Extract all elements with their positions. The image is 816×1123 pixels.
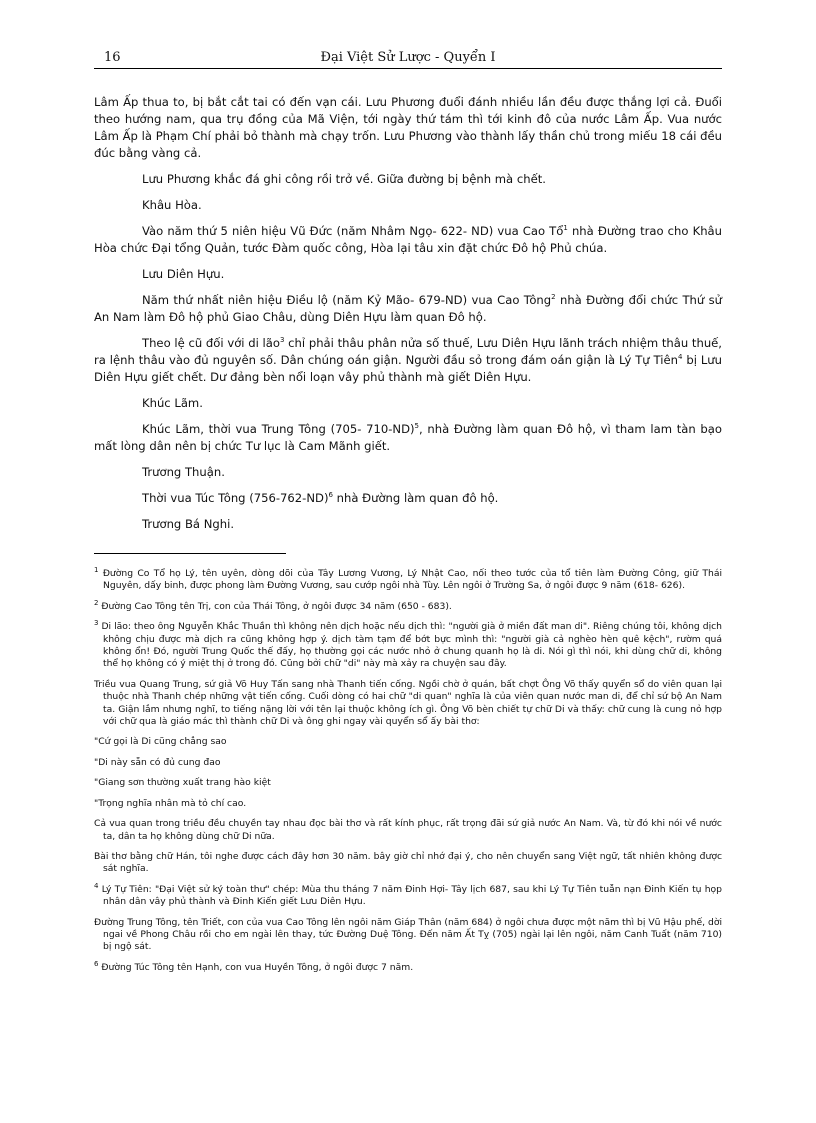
footnote-ref[interactable]: 4 — [677, 353, 683, 362]
footnote-continuation: Cả vua quan trong triều đều chuyền tay nhau đọc bài thơ và rất kính phục, rất trọng đãi sứ giả nước An Nam. Và, từ đó khi nói về nước ta, dân ta họ không dùng chữ Di nữa. — [94, 818, 722, 842]
poem-line: "Cứ gọi là Di cũng chẳng sao — [94, 736, 227, 748]
footnote-continuation: Triều vua Quang Trung, sứ giả Võ Huy Tấn sang nhà Thanh tiến cống. Ngồi chờ ở quán, bất chợt Ông Võ thấy quyển sổ do viên quan lại thuộc nhà Thanh chép những vật tiến cống. Cuối dòng có hai chữ "di quan" nghĩa là của viên quan nước man di, để chỉ sứ bộ An Nam ta. Giận lắm nhưng nghĩ, to tiếng nặng lời với tên lại thuộc không ích gì. Ông Võ bèn chiết tự chữ Di và thấy: chữ cung là cung nỏ hợp với chữ qua là giáo mác thì thành chữ Di và ông ghi ngay vài quyển sổ ấy bài thơ: — [94, 678, 722, 728]
paragraph — [94, 421, 722, 455]
footnote — [94, 959, 722, 974]
footnote-ref[interactable]: 5 — [414, 422, 420, 431]
footnote-text: Đường Co Tổ họ Lý, tên uyên, dòng dõi của Tây Lương Vương, Lý Nhật Cao, nối theo tước của tổ tiên làm Đường Công, giữ Thái Nguyên, dấy binh, được phong làm Đường Vương, sau cướp ngôi nhà Tùy. Lên ngôi ở Trường Sa, ở ngôi được 9 năm (618- 626). — [98, 568, 722, 592]
footnote — [94, 881, 722, 909]
footnote — [94, 598, 722, 613]
page-header — [94, 44, 722, 69]
text-run: chỉ phải thâu phân nửa số thuế, Lưu Diên Hựu lãnh trách nhiệm thâu thuế, ra lệnh thâu vào đủ nguyên số. Dân chúng oán giận. Người đầu sỏ trong đám oán giận là Lý Tự Tiên — [94, 336, 722, 367]
footnote-number: 4 — [94, 881, 99, 890]
section-heading: Trương Thuận. — [142, 465, 225, 479]
footnote — [94, 565, 722, 593]
footnote — [94, 621, 722, 671]
paragraph — [94, 223, 722, 257]
section-heading: Khâu Hòa. — [142, 198, 202, 212]
footnote-ref[interactable]: 3 — [279, 336, 285, 345]
section-heading: Trương Bá Nghi. — [142, 517, 235, 531]
footnote-number: 6 — [94, 959, 99, 968]
text-run: , nhà Đường làm quan Đô hộ, vì tham lam tàn bạo mất lòng dân nên bị chức Tư lục là Cam Mãnh giết. — [94, 422, 722, 453]
footnote-text: Di lão: theo ông Nguyễn Khắc Thuần thì không nên dịch hoặc nếu dịch thì: "người già ở miền đất man di". Riêng chúng tôi, không dịch không chịu được mà dịch ra cũng không hợp ý. dịch tàm tạm để bớt bực mình thì: "người già cả nghèo hèn quê kệch", rườm quá không ổn! Đó, người Trung Quốc thế đấy, họ thường gọi các nước nhỏ ở chung quanh họ là di. Nói gì thì nói, khi dùng chữ di, không thể họ không có ý miệt thị ở trong đó. Cũng bởi chữ "di" này mà xảy ra chuyện sau đây. — [98, 621, 722, 670]
footnote-ref[interactable]: 6 — [328, 491, 333, 500]
footnote-text: Đường Cao Tông tên Trị, con của Thái Tông, ở ngôi được 34 năm (650 - 683). — [98, 600, 452, 612]
text-run: Năm thứ nhất niên hiệu Điều lộ (năm Kỷ Mão- 679-ND) vua Cao Tông — [142, 293, 552, 307]
footnote-separator — [94, 553, 286, 554]
text-run: bị Lưu Diên Hựu giết chết. Dư đảng bèn nổi loạn vây phủ thành mà giết Diên Hựu. — [94, 353, 723, 384]
poem-line: "Trọng nghĩa nhân mà tỏ chí cao. — [94, 797, 247, 809]
poem-line: "Di này sẵn có đủ cung đao — [94, 756, 221, 768]
paragraph: Lưu Phương khắc đá ghi công rồi trở về. Giữa đường bị bệnh mà chết. — [142, 172, 546, 186]
section-heading: Khúc Lãm. — [142, 396, 203, 410]
running-title: Đại Việt Sử Lược - Quyển I — [320, 50, 496, 65]
footnote-number: 1 — [94, 565, 99, 574]
text-run: nhà Đường đổi chức Thứ sử An Nam làm Đô hộ phủ Giao Châu, dùng Diên Hựu làm quan Đô hộ. — [94, 293, 722, 324]
footnote: Đường Trung Tông, tên Triết, con của vua Cao Tông lên ngôi năm Giáp Thân (năm 684) ở ngôi chưa được một năm thì bị Vũ Hậu phế, dời ngai về Phong Châu rồi cho em ngài lên thay, tức Đường Duệ Tông. Đến năm Ất Tỵ (705) ngài lại lên ngôi, năm Canh Tuất (năm 710) bị ngộ sát. — [94, 916, 722, 953]
paragraph — [94, 335, 722, 386]
poem-line: "Giang sơn thường xuất trang hào kiệt — [94, 777, 271, 789]
footnote-text: Lý Tự Tiên: "Đại Việt sử ký toàn thư" chép: Mùa thu tháng 7 năm Đinh Hợi- Tây lịch 687, sau khi Lý Tự Tiên tuẫn nạn Đinh Kiến tụ họp nhân dân vây phủ thành và Đinh Kiến giết Lưu Diên Hựu. — [98, 883, 722, 908]
footnote-text: Đường Túc Tông tên Hạnh, con vua Huyền Tông, ở ngôi được 7 năm. — [98, 961, 414, 973]
paragraph: Lâm Ấp thua to, bị bắt cắt tai có đến vạn cái. Lưu Phương đuổi đánh nhiều lần đều được thắng lợi cả. Đuổi theo hướng nam, qua trụ đồng của Mã Viện, tới ngày thứ tám thì tới kinh đô của nước Lâm Ấp. Vua nước Lâm Ấp là Phạm Chí phải bỏ thành mà chạy trốn. Lưu Phương vào thành lấy thần chủ trong miếu 18 cái đều đúc bằng vàng cả. — [94, 95, 722, 160]
text-run: Theo lệ cũ đối với di lão — [142, 336, 280, 350]
page-number: 16 — [104, 50, 121, 65]
text-run: Khúc Lãm, thời vua Trung Tông (705- 710-ND) — [142, 422, 415, 436]
footnote-number: 2 — [94, 598, 99, 607]
text-run: nhà Đường làm quan đô hộ. — [332, 491, 499, 505]
footnotes — [94, 565, 722, 982]
footnote-continuation: Bài thơ bằng chữ Hán, tôi nghe được cách đây hơn 30 năm. bây giờ chỉ nhớ đại ý, cho nên chuyển sang Việt ngữ, tất nhiên không được sát nghĩa. — [94, 850, 722, 875]
footnote-ref[interactable]: 2 — [551, 293, 556, 302]
paragraph — [94, 292, 722, 326]
body-text — [94, 94, 722, 542]
paragraph — [94, 490, 722, 507]
footnote-number: 3 — [94, 619, 99, 628]
text-run: Vào năm thứ 5 niên hiệu Vũ Đức (năm Nhâm Ngọ- 622- ND) vua Cao Tổ — [142, 224, 564, 238]
footnote-ref[interactable]: 1 — [563, 224, 568, 233]
text-run: nhà Đường trao cho Khâu Hòa chức Đại tổng Quản, tước Đàm quốc công, Hòa lại tâu xin đặt chức Đô hộ Phủ chúa. — [94, 224, 722, 255]
section-heading: Lưu Diên Hựu. — [142, 267, 225, 281]
text-run: Thời vua Túc Tông (756-762-ND) — [142, 491, 329, 505]
